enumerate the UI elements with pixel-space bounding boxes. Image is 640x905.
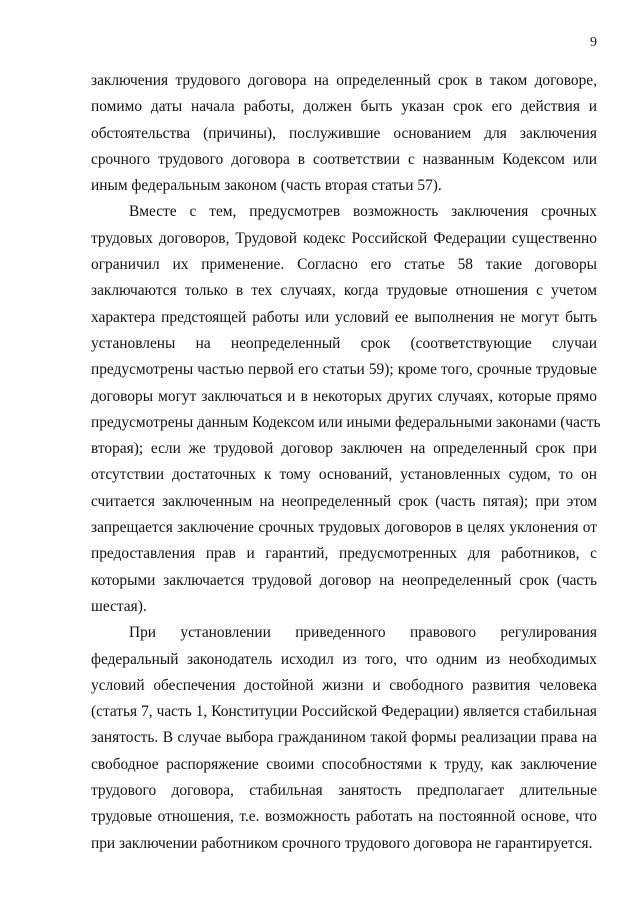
text-line: договоры могут заключаться и в некоторых других случаях, которые прямо [91,387,597,405]
text-line: запрещается заключение срочных трудовых договоров в целях уклонения от [91,519,597,537]
text-line: свободное распоряжение своими способностями к труду, как заключение [91,755,597,773]
text-line: шестая). [91,597,147,615]
text-line: занятость. В случае выбора гражданином такой формы реализации права на [91,729,597,747]
text-line: заключаются только в тех случаях, когда трудовые отношения с учетом [91,282,597,300]
text-line: Вместе с тем, предусмотрев возможность заключения срочных [129,203,597,221]
text-line: федеральный законодатель исходил из того, что одним из необходимых [91,650,597,668]
page-number: 9 [590,35,597,50]
text-line: при заключении работником срочного трудового договора не гарантируется. [91,834,593,852]
text-line: условий обеспечения достойной жизни и свободного развития человека [91,676,597,694]
text-line: ограничил их применение. Согласно его статье 58 такие договоры [91,256,597,274]
document-body [91,68,601,857]
text-line: трудового договора, стабильная занятость предполагает длительные [91,782,597,800]
text-line: отсутствии достаточных к тому оснований, установленных судом, то он [91,466,597,484]
text-line: предусмотрены частью первой его статьи 59); кроме того, срочные трудовые [91,361,597,379]
text-line: предоставления прав и гарантий, предусмотренных для работников, с [91,545,597,563]
text-line: вторая); если же трудовой договор заключен на определенный срок при [91,440,597,458]
text-line: характера предстоящей работы или условий ее выполнения не могут быть [91,308,597,326]
text-line: При установлении приведенного правового регулирования [129,624,597,642]
text-line: срочного трудового договора в соответствии с названным Кодексом или [91,150,597,168]
text-line: трудовые отношения, т.е. возможность работать на постоянной основе, что [91,808,597,826]
text-line: считается заключенным на неопределенный срок (часть пятая); при этом [91,492,597,510]
text-line: обстоятельства (причины), послужившие основанием для заключения [91,124,597,142]
text-line: трудовых договоров, Трудовой кодекс Российской Федерации существенно [91,229,597,247]
text-line: (статья 7, часть 1, Конституции Российской Федерации) является стабильная [91,703,597,721]
text-line: установлены на неопределенный срок (соответствующие случаи [91,334,597,352]
text-line: иным федеральным законом (часть вторая статьи 57). [91,177,442,195]
text-line: помимо даты начала работы, должен быть указан срок его действия и [91,98,597,116]
text-line: заключения трудового договора на определенный срок в таком договоре, [91,72,597,89]
text-line: которыми заключается трудовой договор на неопределенный срок (часть [91,571,597,589]
text-line: предусмотрены данным Кодексом или иными федеральными законами (часть [91,413,601,431]
